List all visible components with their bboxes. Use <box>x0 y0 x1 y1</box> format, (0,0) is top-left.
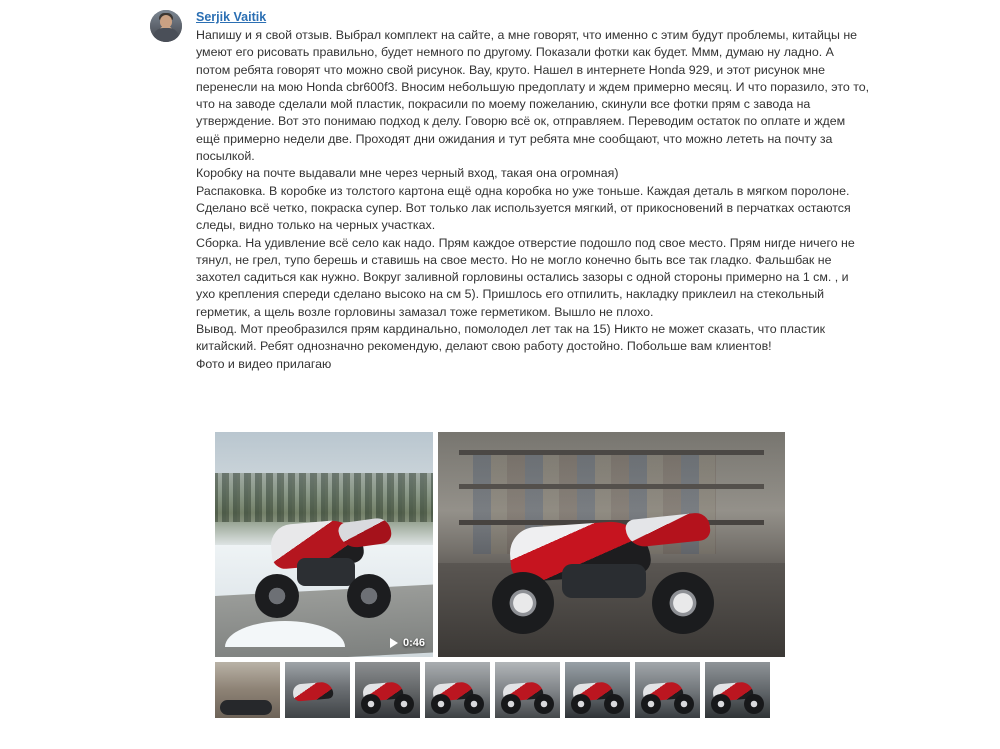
media-gallery <box>215 432 785 718</box>
thumb-wheel <box>464 694 484 714</box>
thumb-wheel <box>394 694 414 714</box>
motorcycle-shape <box>476 506 746 636</box>
video-motorcycle-snow[interactable] <box>215 432 433 657</box>
review-text <box>196 27 870 373</box>
author-name-link[interactable]: Serjik Vaitik <box>196 10 267 24</box>
thumb-wheel <box>431 694 451 714</box>
gallery-thumbnail-row <box>215 662 785 718</box>
motorcycle-rear-wheel <box>652 572 714 634</box>
thumb-bike-red-white-1[interactable] <box>565 662 630 718</box>
motorcycle-engine <box>297 558 355 586</box>
motorcycle-rear-wheel <box>347 574 391 618</box>
motorcycle-seat <box>625 512 711 549</box>
play-icon <box>390 638 398 648</box>
avatar-body-shape <box>153 28 179 42</box>
review-paragraph: Распаковка. В коробке из толстого картона ещё одна коробка но уже тоньше. Каждая деталь в мягком поролоне. Сделано всё четко, покраска супер. Вот только лак используется мягкий, от прикосновений в перчатках остаются следы, видно только на черных участках. <box>196 183 851 233</box>
thumb-bike-workshop-3[interactable] <box>495 662 560 718</box>
thumb-wheel <box>534 694 554 714</box>
thumb-wheel <box>641 694 661 714</box>
thumb-shape <box>220 700 272 715</box>
avatar-head-shape <box>160 15 172 28</box>
garage-shelf <box>459 450 764 455</box>
thumb-wheel <box>674 694 694 714</box>
thumb-wheel <box>744 694 764 714</box>
post-header <box>150 8 870 373</box>
review-post <box>150 8 870 373</box>
motorcycle-front-wheel <box>492 572 554 634</box>
video-thumbnail-scene <box>215 432 433 657</box>
review-paragraph: Напишу и я свой отзыв. Выбрал комплект на сайте, а мне говорят, что именно с этим будут проблемы, китайцы не умеют его рисовать правильно, будет немного по другому. Показали фотки как будет. Ммм, думаю ну ладно. А потом ребята говорят что можно свой рисунок. Вау, круто. Нашел в интернете Honda 929, и этот рисунок мне перенесли на мою Honda cbr600f3. Вносим небольшую предоплату и ждем примерно месяц. И что поразило, это то, что на заводе сделали мой пластик, покрасили по моему пожеланию, скинули все фотки прям с завода на утверждение. Вот это понимаю подход к делу. Говорю всё ок, отправляем. Переводим остаток по оплате и ждем ещё примерно недели две. Проходят дни ожидания и тут ребята мне сообщают, что можно лететь на почту за посылкой. <box>196 28 870 164</box>
thumb-parts-on-floor[interactable] <box>285 662 350 718</box>
thumb-wheel <box>361 694 381 714</box>
photo-motorcycle-garage[interactable] <box>438 432 785 657</box>
review-paragraph: Вывод. Мот преобразился прям кардинально, помолодел лет так на 15) Никто не может сказать, что пластик китайский. Ребят однозначно рекомендую, делают свою работу достойно. Побольше вам клиентов! <box>196 322 826 354</box>
video-duration-label: 0:46 <box>402 637 425 649</box>
thumb-shape <box>292 682 334 702</box>
review-paragraph: Коробку на почте выдавали мне через черный вход, такая она огромная) <box>196 166 619 181</box>
review-paragraph: Сборка. На удивление всё село как надо. Прям каждое отверстие подошло под свое место. Прям нигде ничего не тянул, не грел, тупо берешь и ставишь на свое место. Но не могло конечно быть все так гладко. Фальшбак не захотел садиться как нужно. Вокруг заливной горловины остались зазоры с одной стороны примерно на 1 см. , и ухо крепления спереди сделано высоко на см 5). Пришлось его отпилить, накладку приклеил на стекольный герметик, а щель возле горловины замазал тоже герметиком. Вышло не плохо. <box>196 235 855 319</box>
thumb-bike-red-white-2[interactable] <box>635 662 700 718</box>
thumb-bike-workshop-2[interactable] <box>425 662 490 718</box>
motorcycle-shape <box>243 514 403 624</box>
thumb-bike-workshop-1[interactable] <box>355 662 420 718</box>
thumb-wheel <box>571 694 591 714</box>
review-paragraph: Фото и видео прилагаю <box>196 356 332 371</box>
gallery-main-row <box>215 432 785 657</box>
thumb-bike-outdoor[interactable] <box>705 662 770 718</box>
thumb-wheel <box>711 694 731 714</box>
post-body <box>196 8 870 373</box>
motorcycle-engine <box>562 564 646 598</box>
avatar[interactable] <box>150 10 182 42</box>
thumb-wheel <box>604 694 624 714</box>
video-duration-badge <box>390 637 425 649</box>
motorcycle-front-wheel <box>255 574 299 618</box>
photo-scene <box>438 432 785 657</box>
thumb-packaging-box[interactable] <box>215 662 280 718</box>
thumb-wheel <box>501 694 521 714</box>
